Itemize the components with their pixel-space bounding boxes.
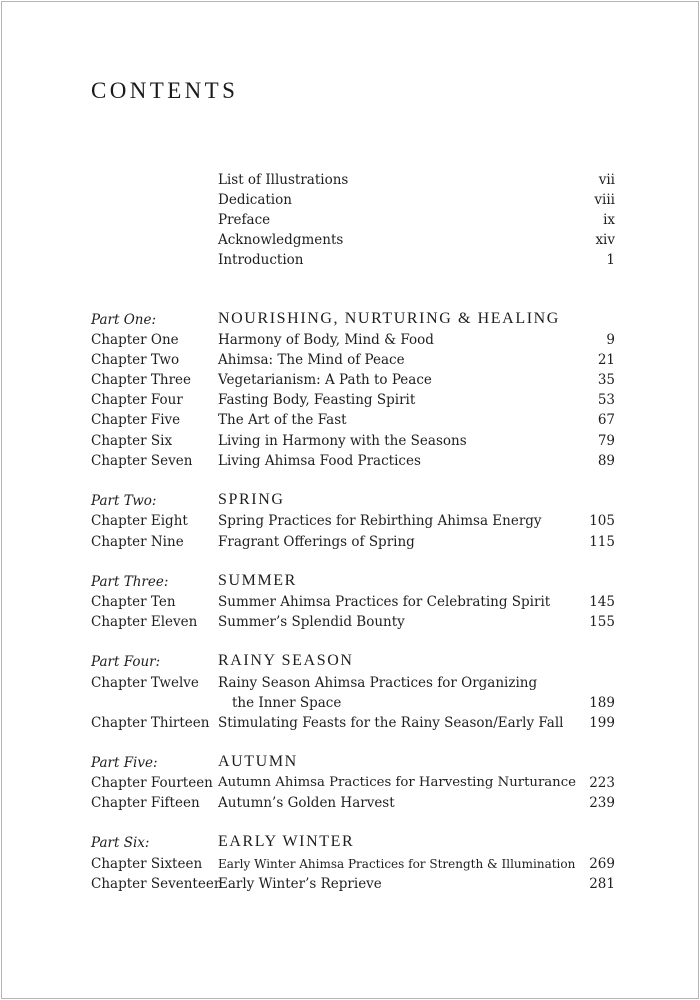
chapter-number: Chapter Nine [91,534,184,550]
chapter-number: Chapter Eight [91,513,188,529]
chapter-number: Chapter Six [91,433,173,449]
chapter-title: Vegetarianism: A Path to Peace [218,372,432,388]
chapter-page: 155 [589,614,615,630]
chapter-title: Autumn Ahimsa Practices for Harvesting Nurturance [218,775,576,790]
chapter-title: Autumn’s Golden Harvest [218,795,395,811]
chapter-title: Early Winter’s Reprieve [218,876,382,892]
part-label: Part Four: [91,654,161,670]
front-matter-row[interactable] [0,210,700,230]
chapter-page: 281 [589,876,615,892]
chapter-title: Fasting Body, Feasting Spirit [218,392,416,408]
part-heading [0,652,700,672]
part-label: Part One: [91,312,156,328]
chapter-row[interactable] [0,854,700,874]
chapter-title: Spring Practices for Rebirthing Ahimsa Energy [218,513,542,529]
chapter-number: Chapter Thirteen [91,715,210,731]
front-matter-row[interactable] [0,250,700,270]
chapter-row[interactable] [0,511,700,531]
entry-page: vii [598,172,615,188]
entry-page: ix [603,212,615,228]
entry-title: Preface [218,212,271,228]
chapter-page: 79 [597,433,615,449]
chapter-number: Chapter Seven [91,453,193,469]
chapter-number: Chapter Twelve [91,675,199,691]
chapter-row[interactable] [0,410,700,430]
part-label: Part Five: [91,755,158,771]
chapter-title: Stimulating Feasts for the Rainy Season/Early Fall [218,715,564,731]
chapter-page: 145 [589,594,615,610]
chapter-page: 189 [589,695,615,711]
chapter-row-continued[interactable] [0,693,700,713]
chapter-title: Early Winter Ahimsa Practices for Strength & Illumination [218,857,576,871]
chapter-title: Rainy Season Ahimsa Practices for Organizing [218,675,538,691]
chapter-row[interactable] [0,431,700,451]
entry-page: viii [594,192,615,208]
chapter-row[interactable] [0,390,700,410]
chapter-number: Chapter Four [91,392,183,408]
entry-page: xiv [595,232,615,248]
front-matter-row[interactable] [0,190,700,210]
entry-title: Acknowledgments [218,232,344,248]
chapter-number: Chapter Fifteen [91,795,200,811]
chapter-row[interactable] [0,612,700,632]
chapter-title: The Art of the Fast [218,412,347,428]
chapter-number: Chapter Seventeen [91,876,223,892]
chapter-page: 269 [589,856,615,872]
chapter-row[interactable] [0,592,700,612]
chapter-title: Ahimsa: The Mind of Peace [218,352,405,368]
part-label: Part Three: [91,574,169,590]
part-heading [0,572,700,592]
chapter-row[interactable] [0,773,700,793]
chapter-number: Chapter Fourteen [91,775,213,791]
chapter-row[interactable] [0,370,700,390]
chapter-row[interactable] [0,793,700,813]
chapter-row[interactable] [0,532,700,552]
entry-page: 1 [606,252,615,268]
chapter-title: Living in Harmony with the Seasons [218,433,467,449]
chapter-page: 239 [589,795,615,811]
chapter-number: Chapter Two [91,352,180,368]
chapter-title: Harmony of Body, Mind & Food [218,332,434,348]
part-title: RAINY SEASON [218,652,354,669]
part-title: SUMMER [218,572,297,589]
part-heading [0,753,700,773]
chapter-page: 21 [597,352,615,368]
chapter-title: Summer Ahimsa Practices for Celebrating Spirit [218,594,551,610]
part-title: EARLY WINTER [218,833,355,850]
chapter-number: Chapter Five [91,412,181,428]
chapter-page: 105 [589,513,615,529]
part-label: Part Two: [91,493,157,509]
chapter-title: Living Ahimsa Food Practices [218,453,421,469]
chapter-page: 199 [589,715,615,731]
chapter-page: 89 [597,453,615,469]
part-title: SPRING [218,491,285,508]
front-matter-row[interactable] [0,170,700,190]
chapter-page: 223 [589,775,615,791]
entry-title: Dedication [218,192,292,208]
chapter-number: Chapter Three [91,372,192,388]
front-matter-row[interactable] [0,230,700,250]
entry-title: List of Illustrations [218,172,349,188]
part-heading [0,491,700,511]
chapter-row[interactable] [0,713,700,733]
chapter-page: 67 [597,412,615,428]
entry-title: Introduction [218,252,304,268]
chapter-page: 35 [597,372,615,388]
chapter-row[interactable] [0,350,700,370]
part-title: NOURISHING, NURTURING & HEALING [218,310,560,327]
chapter-number: Chapter Eleven [91,614,198,630]
chapter-number: Chapter Sixteen [91,856,203,872]
contents-heading: CONTENTS [91,78,239,103]
part-label: Part Six: [91,835,150,851]
chapter-row[interactable] [0,451,700,471]
chapter-row[interactable] [0,874,700,894]
chapter-page: 9 [606,332,615,348]
part-title: AUTUMN [218,753,298,770]
chapter-page: 53 [597,392,615,408]
part-heading [0,310,700,330]
chapter-title: Summer’s Splendid Bounty [218,614,405,630]
part-heading [0,833,700,853]
chapter-number: Chapter Ten [91,594,176,610]
chapter-title-continued: the Inner Space [232,695,342,711]
chapter-row[interactable] [0,330,700,350]
chapter-page: 115 [589,534,615,550]
chapter-title: Fragrant Offerings of Spring [218,534,415,550]
chapter-row[interactable] [0,673,700,693]
chapter-number: Chapter One [91,332,179,348]
